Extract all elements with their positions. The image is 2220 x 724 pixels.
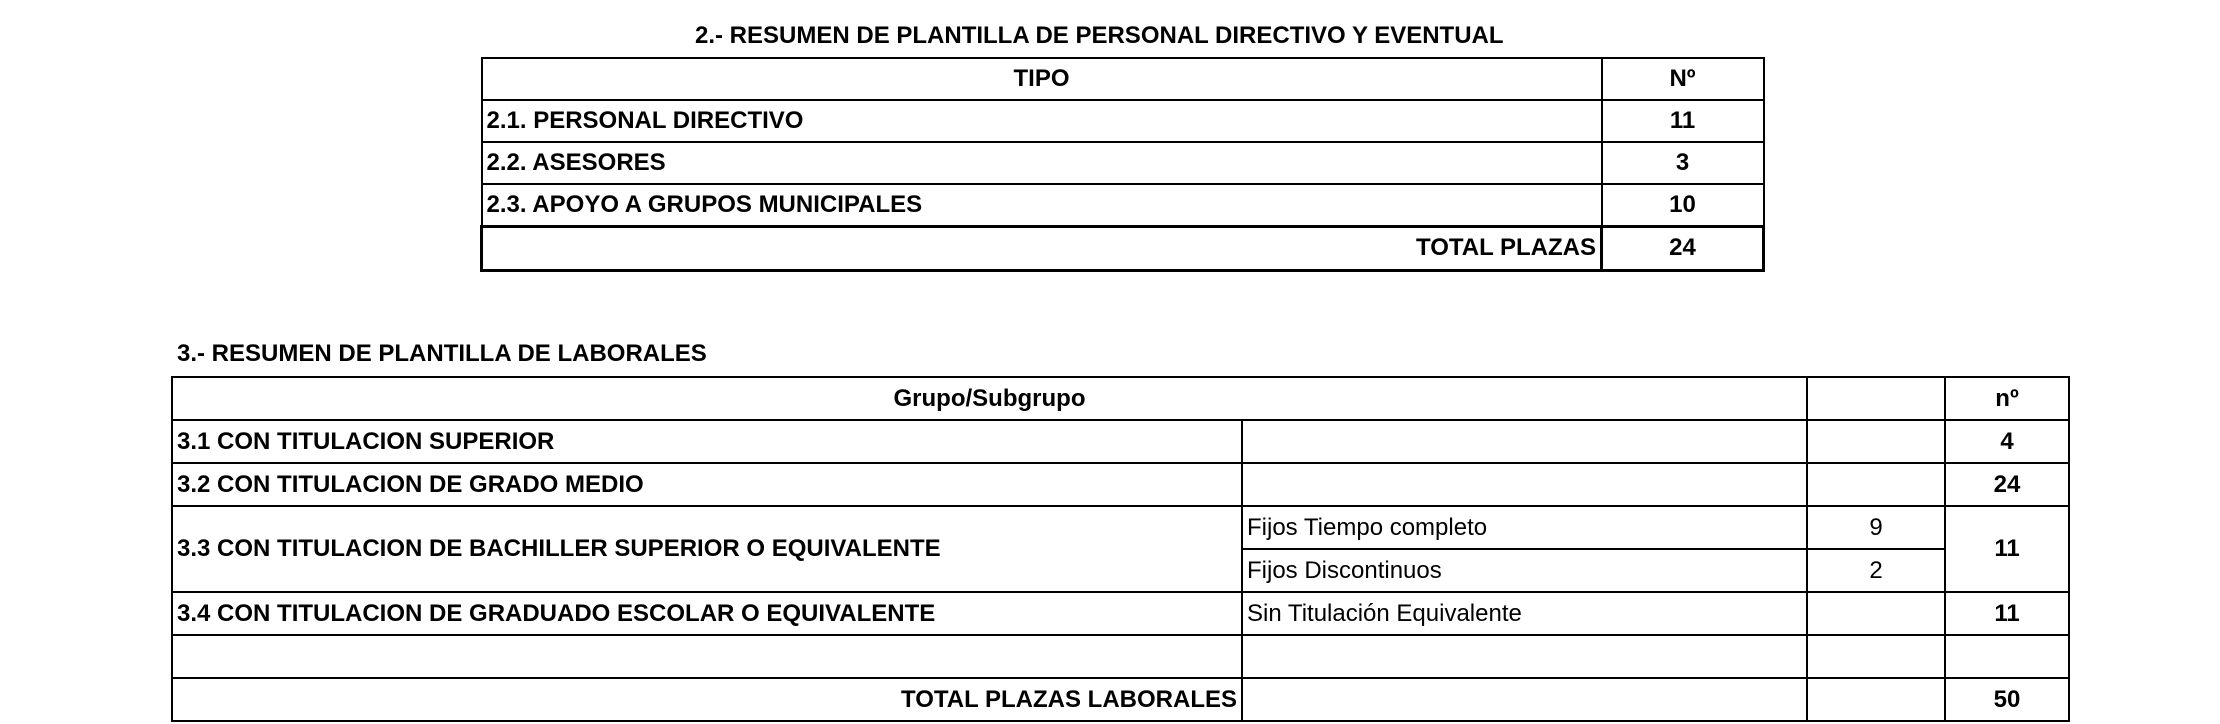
table-row <box>482 184 1764 226</box>
empty-cell <box>1807 635 1945 678</box>
header-tipo: TIPO <box>482 58 1602 100</box>
directivo-eventual-table <box>480 57 1765 272</box>
empty-cell <box>1945 635 2069 678</box>
sub-count: 9 <box>1807 506 1945 549</box>
table-row <box>172 506 2069 549</box>
header-num: nº <box>1945 377 2069 420</box>
empty-row <box>172 635 2069 678</box>
row-label: 2.2. ASESORES <box>482 142 1602 184</box>
total-label: TOTAL PLAZAS <box>482 226 1602 270</box>
table-row <box>482 142 1764 184</box>
row-label: 3.1 CON TITULACION SUPERIOR <box>172 420 1242 463</box>
row-label: 3.2 CON TITULACION DE GRADO MEDIO <box>172 463 1242 506</box>
row-value: 10 <box>1602 184 1764 226</box>
empty-cell <box>172 635 1242 678</box>
row-value: 24 <box>1945 463 2069 506</box>
total-row <box>482 226 1764 270</box>
row-label: 3.4 CON TITULACION DE GRADUADO ESCOLAR O EQUIVALENTE <box>172 592 1242 635</box>
table-header-row <box>482 58 1764 100</box>
sub-label: Fijos Tiempo completo <box>1242 506 1807 549</box>
total-value: 24 <box>1602 226 1764 270</box>
table-row <box>172 420 2069 463</box>
empty-cell <box>1242 635 1807 678</box>
header-grupo: Grupo/Subgrupo <box>172 377 1807 420</box>
table-row <box>482 100 1764 142</box>
row-value: 11 <box>1602 100 1764 142</box>
empty-cell <box>1242 678 1807 721</box>
total-value: 50 <box>1945 678 2069 721</box>
sub-label: Sin Titulación Equivalente <box>1242 592 1807 635</box>
empty-cell <box>1242 420 1807 463</box>
total-label: TOTAL PLAZAS LABORALES <box>172 678 1242 721</box>
section3-title: 3.- RESUMEN DE PLANTILLA DE LABORALES <box>177 340 707 367</box>
row-value: 3 <box>1602 142 1764 184</box>
sub-label: Fijos Discontinuos <box>1242 549 1807 592</box>
row-value: 11 <box>1945 506 2069 592</box>
empty-cell <box>1242 463 1807 506</box>
row-label: 2.3. APOYO A GRUPOS MUNICIPALES <box>482 184 1602 226</box>
row-value: 4 <box>1945 420 2069 463</box>
total-row <box>172 678 2069 721</box>
sub-count: 2 <box>1807 549 1945 592</box>
laborales-table <box>171 376 2070 722</box>
row-value: 11 <box>1945 592 2069 635</box>
table-row <box>172 592 2069 635</box>
table-header-row <box>172 377 2069 420</box>
empty-cell <box>1807 678 1945 721</box>
empty-cell <box>1807 463 1945 506</box>
empty-cell <box>1807 420 1945 463</box>
row-label: 3.3 CON TITULACION DE BACHILLER SUPERIOR O EQUIVALENTE <box>172 506 1242 592</box>
section2-title: 2.- RESUMEN DE PLANTILLA DE PERSONAL DIRECTIVO Y EVENTUAL <box>695 22 1504 49</box>
header-num: Nº <box>1602 58 1764 100</box>
empty-cell <box>1807 377 1945 420</box>
table-row <box>172 463 2069 506</box>
empty-cell <box>1807 592 1945 635</box>
row-label: 2.1. PERSONAL DIRECTIVO <box>482 100 1602 142</box>
